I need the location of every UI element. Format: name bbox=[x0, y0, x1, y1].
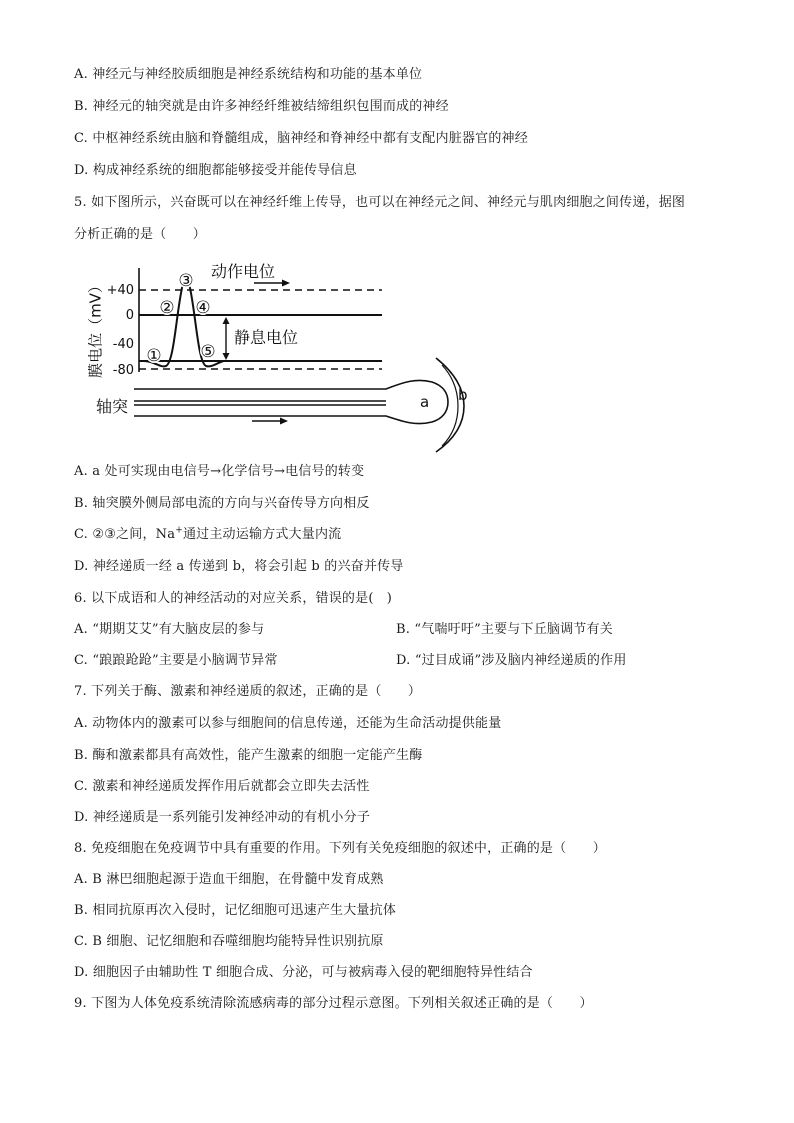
label-a: a bbox=[420, 393, 430, 411]
axon-label: 轴突 bbox=[96, 397, 129, 416]
q5-stem-line1: 5. 如下图所示，兴奋既可以在神经纤维上传导，也可以在神经元之间、神经元与肌肉细胞之间传递，据图 bbox=[74, 195, 686, 210]
q5-option-d: D. 神经递质一经 a 传递到 b，将会引起 b 的兴奋并传导 bbox=[74, 559, 404, 574]
svg-text:③: ③ bbox=[178, 271, 194, 291]
svg-text:⑤: ⑤ bbox=[200, 342, 216, 362]
axon-outline bbox=[134, 380, 448, 423]
resting-bracket-top bbox=[223, 317, 230, 324]
y-axis-label: 膜电位（mV） bbox=[86, 278, 105, 378]
svg-text:①: ① bbox=[146, 346, 162, 366]
marker-3 bbox=[178, 271, 194, 291]
q8-stem: 8. 免疫细胞在免疫调节中具有重要的作用。下列有关免疫细胞的叙述中，正确的是（ ） bbox=[74, 841, 606, 856]
svg-text:②: ② bbox=[159, 298, 175, 318]
tick-0: 0 bbox=[125, 308, 134, 323]
resting-bracket-bottom bbox=[223, 353, 230, 360]
marker-4 bbox=[195, 298, 211, 318]
q6-option-b: B. “气喘吁吁”主要与下丘脑调节有关 bbox=[396, 622, 613, 637]
svg-text:④: ④ bbox=[195, 298, 211, 318]
q5-stem-line2: 分析正确的是（ ） bbox=[74, 227, 207, 242]
q6-option-a: A. “期期艾艾”有大脑皮层的参与 bbox=[74, 622, 265, 637]
action-potential-label: 动作电位 bbox=[211, 262, 276, 281]
resting-potential-label: 静息电位 bbox=[234, 328, 299, 347]
q6-option-c: C. “踉踉跄跄”主要是小脑调节异常 bbox=[74, 653, 278, 668]
q4-option-b: B. 神经元的轴突就是由许多神经纤维被结缔组织包围而成的神经 bbox=[74, 99, 449, 114]
tick-minus40: -40 bbox=[112, 337, 134, 352]
action-potential-figure bbox=[86, 262, 486, 454]
q6-stem: 6. 以下成语和人的神经活动的对应关系，错误的是( ) bbox=[74, 591, 393, 606]
marker-2 bbox=[159, 298, 175, 318]
q5-option-c-post: 通过主动运输方式大量内流 bbox=[182, 527, 342, 542]
q4-option-c: C. 中枢神经系统由脑和脊髓组成，脑神经和脊神经中都有支配内脏器官的神经 bbox=[74, 131, 528, 146]
q9-stem: 9. 下图为人体免疫系统清除流感病毒的部分过程示意图。下列相关叙述正确的是（ ） bbox=[74, 996, 593, 1011]
tick-plus40: +40 bbox=[106, 283, 134, 298]
sodium-superscript: + bbox=[175, 525, 183, 536]
action-arrow-head bbox=[282, 280, 290, 287]
marker-1 bbox=[146, 346, 162, 366]
marker-5 bbox=[200, 342, 216, 362]
q7-stem: 7. 下列关于酶、激素和神经递质的叙述，正确的是（ ） bbox=[74, 684, 422, 699]
tick-minus80: -80 bbox=[112, 363, 134, 378]
q5-option-c bbox=[74, 527, 341, 543]
membrane-b-outer bbox=[436, 358, 464, 452]
q4-option-a: A. 神经元与神经胶质细胞是神经系统结构和功能的基本单位 bbox=[74, 67, 423, 82]
q6-option-d: D. “过目成诵”涉及脑内神经递质的作用 bbox=[396, 653, 627, 668]
conduction-arrow-head bbox=[280, 418, 288, 425]
q7-option-a: A. 动物体内的激素可以参与细胞间的信息传递，还能为生命活动提供能量 bbox=[74, 716, 502, 731]
q7-option-c: C. 激素和神经递质发挥作用后就都会立即失去活性 bbox=[74, 779, 370, 794]
q7-option-d: D. 神经递质是一系列能引发神经冲动的有机小分子 bbox=[74, 810, 371, 825]
label-b: b bbox=[458, 386, 468, 404]
q4-option-d: D. 构成神经系统的细胞都能够接受并能传导信息 bbox=[74, 163, 357, 178]
q7-option-b: B. 酶和激素都具有高效性，能产生激素的细胞一定能产生酶 bbox=[74, 748, 423, 763]
q5-option-a: A. a 处可实现由电信号→化学信号→电信号的转变 bbox=[74, 464, 365, 479]
q8-option-d: D. 细胞因子由辅助性 T 细胞合成、分泌，可与被病毒入侵的靶细胞特异性结合 bbox=[74, 965, 533, 980]
q5-option-c-pre: C. ②③之间，Na bbox=[74, 527, 176, 542]
q8-option-a: A. B 淋巴细胞起源于造血干细胞，在骨髓中发育成熟 bbox=[74, 872, 384, 887]
q5-option-b: B. 轴突膜外侧局部电流的方向与兴奋传导方向相反 bbox=[74, 496, 370, 511]
q8-option-c: C. B 细胞、记忆细胞和吞噬细胞均能特异性识别抗原 bbox=[74, 934, 384, 949]
q8-option-b: B. 相同抗原再次入侵时，记忆细胞可迅速产生大量抗体 bbox=[74, 903, 397, 918]
